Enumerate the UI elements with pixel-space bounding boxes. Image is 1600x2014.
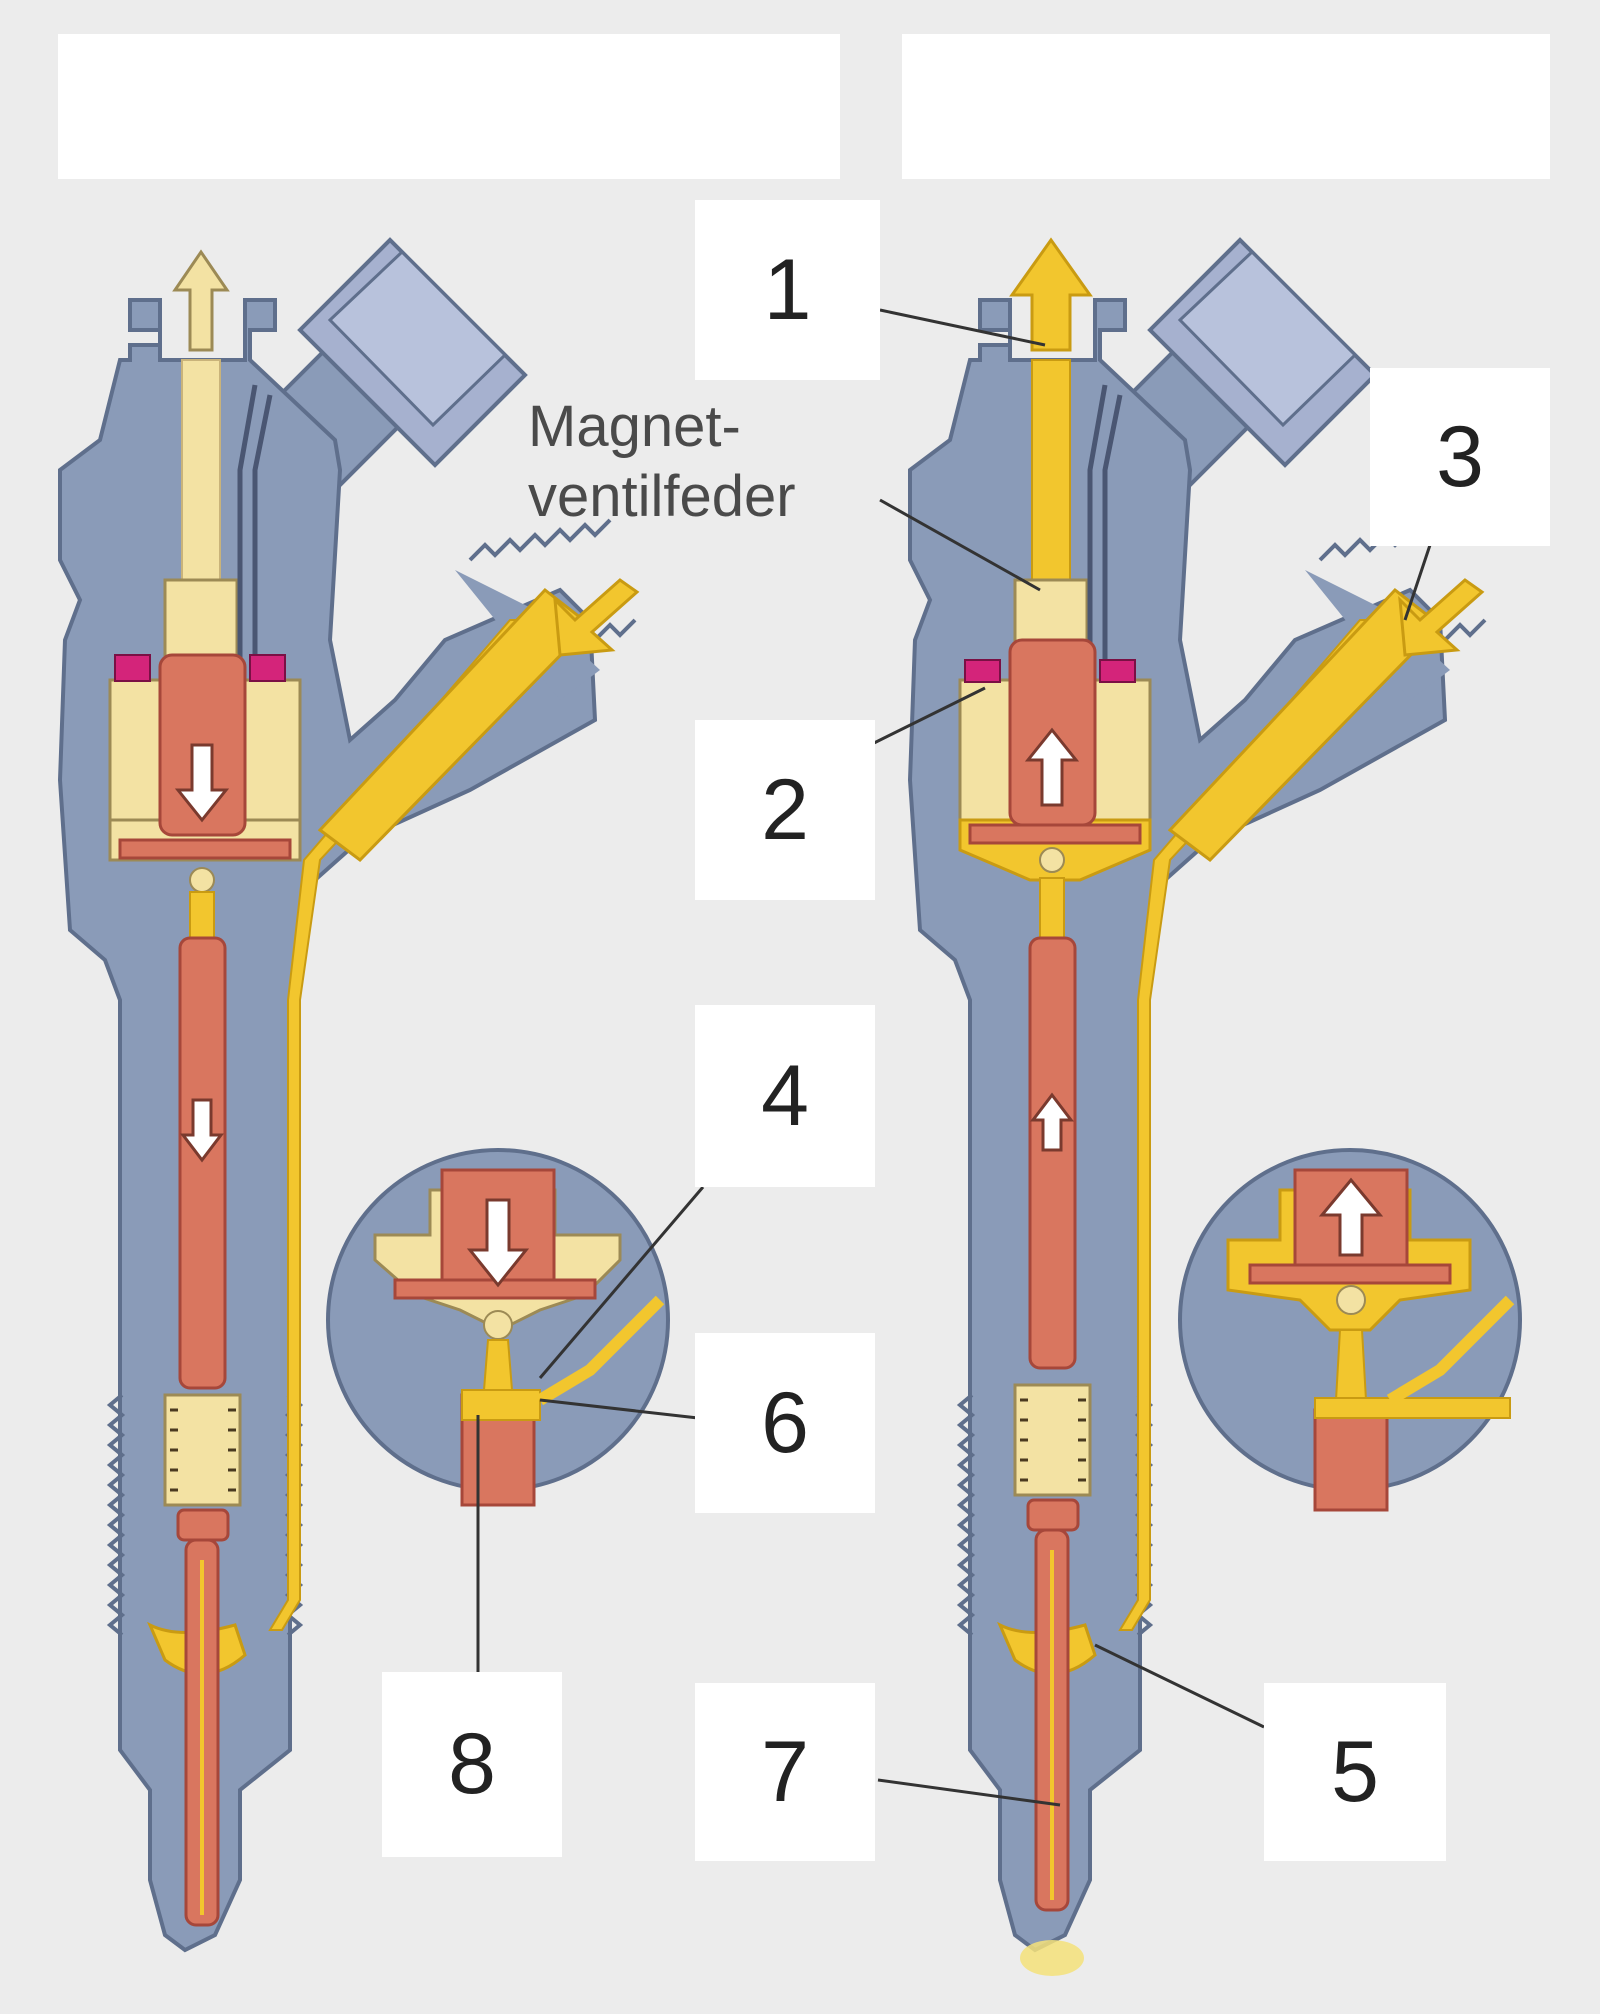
label-box-6 [695,1333,875,1513]
seal-right-a [965,660,1000,682]
return-arrow-right [1012,240,1090,350]
caption-line-2: ventilfeder [528,464,796,529]
label-5: 5 [1331,1723,1379,1820]
label-4: 4 [761,1047,809,1144]
control-plunger-left [180,938,225,1388]
label-box-4 [695,1005,875,1187]
label-box-7 [695,1683,875,1861]
control-plunger-right [1030,938,1075,1368]
label-2: 2 [761,761,809,858]
detail-zoom-right [1180,1150,1520,1510]
label-box-5 [1264,1683,1446,1861]
label-1: 1 [763,241,812,338]
ball-valve-left [190,868,214,892]
return-arrow-left [175,252,227,350]
return-channel-left [182,360,220,580]
label-box-8 [382,1672,562,1857]
detail-zoom-left [328,1150,668,1505]
label-3: 3 [1436,408,1484,505]
valve-spring-left [165,580,237,660]
seal-left-b [250,655,285,681]
ball-valve-right [1040,848,1064,872]
label-box-2 [695,720,875,900]
seal-right-b [1100,660,1135,682]
seal-left-a [115,655,150,681]
inlet-arrow-left [555,580,637,655]
label-6: 6 [761,1374,809,1471]
fuel-spray [1020,1940,1084,1976]
return-channel-right [1032,360,1070,580]
solenoid-spring-caption [528,392,796,532]
label-box-3 [1370,368,1550,546]
label-box-1 [695,200,880,380]
caption-line-1: Magnet- [528,394,741,459]
label-8: 8 [448,1716,496,1812]
label-7: 7 [761,1723,809,1820]
